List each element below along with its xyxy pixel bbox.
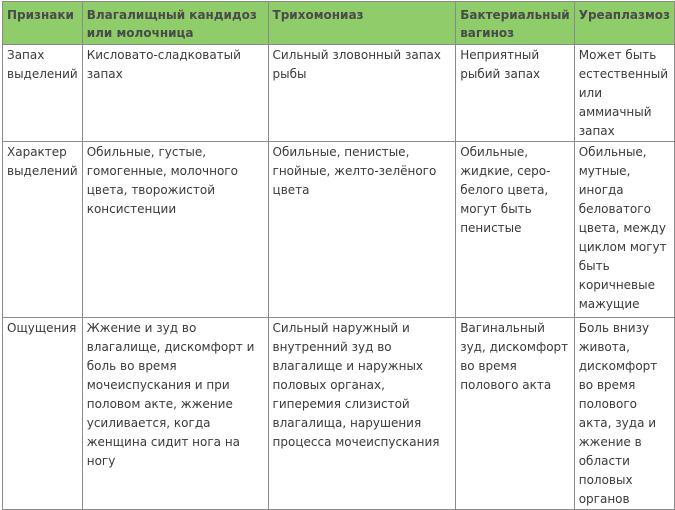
table-cell: Обильные, мутные, иногда беловатого цвета, между циклом могут быть коричневые мажущие	[574, 142, 674, 318]
table-row	[3, 318, 675, 510]
table-cell: Боль внизу живота, дискомфорт во время полового акта, зуда и жжение в области половых органов	[574, 318, 674, 510]
table-cell: Вагинальный зуд, дискомфорт во время полового акта	[456, 318, 575, 510]
table-cell: Обильные, пенистые, гнойные, желто-зелёного цвета	[268, 142, 456, 318]
row-label-cell: Характер выделений	[3, 142, 83, 318]
table-cell: Сильный наружный и внутренний зуд во влагалище и наружных половых органах, гиперемия слизистой влагалища, нарушения процесса мочеиспускания	[268, 318, 456, 510]
table-row	[3, 45, 675, 142]
table-cell: Обильные, жидкие, серо-белого цвета, могут быть пенистые	[456, 142, 575, 318]
table-cell: Кисловато-сладковатый запах	[82, 45, 268, 142]
header-cell-signs: Признаки	[3, 2, 83, 45]
table-cell: Неприятный рыбий запах	[456, 45, 575, 142]
header-cell-trichomoniasis: Трихомониаз	[268, 2, 456, 45]
header-cell-bacterial-vaginosis: Бактериальный вагиноз	[456, 2, 575, 45]
row-label-cell: Ощущения	[3, 318, 83, 510]
table-cell: Может быть естественный или аммиачный запах	[574, 45, 674, 142]
header-row	[3, 2, 675, 45]
header-cell-candidiasis: Влагалищный кандидоз или молочница	[82, 2, 268, 45]
row-label-cell: Запах выделений	[3, 45, 83, 142]
header-cell-ureaplasmosis: Уреаплазмоз	[574, 2, 674, 45]
table-cell: Жжение и зуд во влагалище, дискомфорт и боль во время мочеиспускания и при половом акте, жжение усиливается, когда женщина сидит нога на ногу	[82, 318, 268, 510]
table-cell: Сильный зловонный запах рыбы	[268, 45, 456, 142]
table-cell: Обильные, густые, гомогенные, молочного цвета, творожистой консистенции	[82, 142, 268, 318]
table-row	[3, 142, 675, 318]
symptoms-comparison-table	[2, 1, 675, 510]
